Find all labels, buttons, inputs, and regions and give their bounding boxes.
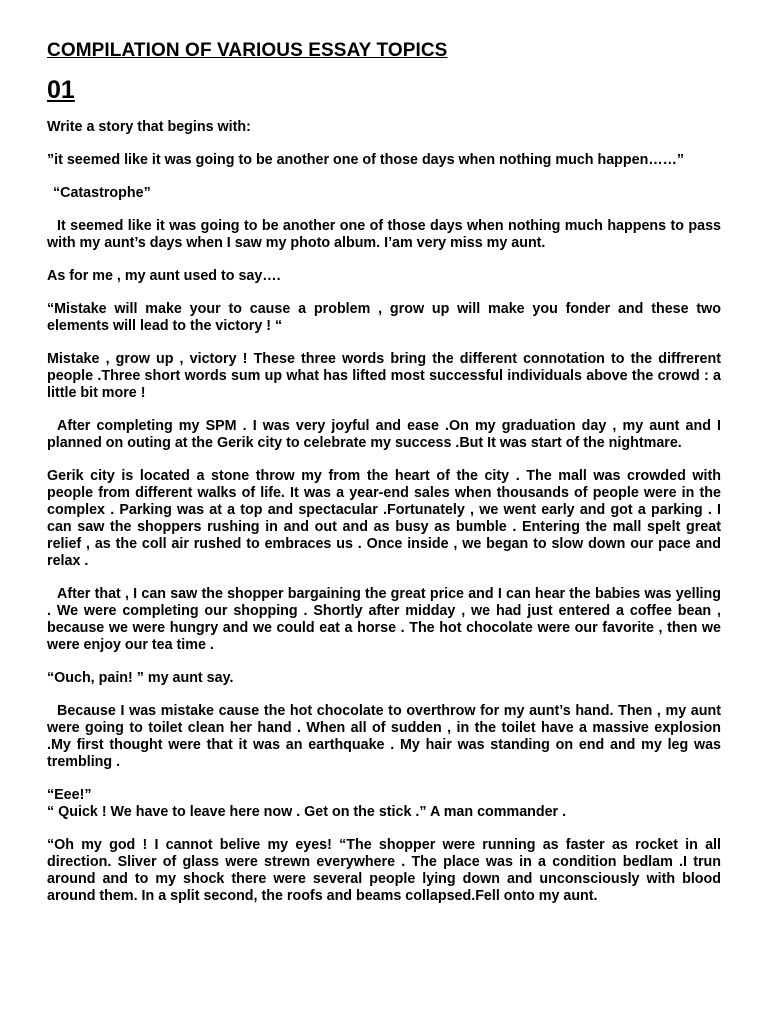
paragraph-oh-my-god: “Oh my god ! I cannot belive my eyes! “The shopper were running as faster as rocket in all direction. Sliver of glass were strewn everywhere . The place was in a condition bedlam .I trun around and to my shock there were several people lying down and unconsciously with blood around them. In a split second, the roofs and beams collapsed.Fell onto my aunt.: [47, 837, 721, 904]
story-title: “Catastrophe”: [53, 185, 151, 201]
paragraph-eee: “Eee!”: [47, 787, 92, 803]
paragraph-three-words: Mistake , grow up , victory ! These three words bring the different connotation to the diffrerent people .Three short words sum up what has lifted most successful individuals above the crowd : a little bit more !: [47, 351, 721, 401]
paragraph-intro: It seemed like it was going to be another one of those days when nothing much happens to pass with my aunt’s days when I saw my photo album. I’am very miss my aunt.: [47, 218, 721, 251]
paragraph-quote: “Mistake will make your to cause a problem , grow up will make you fonder and these two elements will lead to the victory ! “: [47, 301, 721, 334]
document-title: COMPILATION OF VARIOUS ESSAY TOPICS: [47, 40, 448, 61]
paragraph-shopping: After that , I can saw the shopper bargaining the great price and I can hear the babies was yelling . We were completing our shopping . Shortly after midday , we had just entered a coffee bean , because we were hungry and we could eat a horse . The hot chocolate were our favorite , then we were enjoy our tea time .: [47, 586, 721, 653]
paragraph-aunt-saying: As for me , my aunt used to say….: [47, 268, 281, 284]
prompt-instruction: Write a story that begins with:: [47, 119, 251, 135]
paragraph-quick: “ Quick ! We have to leave here now . Get on the stick .” A man commander .: [47, 804, 567, 820]
section-number: 01: [47, 76, 75, 104]
paragraph-explosion: Because I was mistake cause the hot chocolate to overthrow for my aunt’s hand. Then , my aunt were going to toilet clean her hand . When all of sudden , in the toilet have a massive explosion .My first thought were that it was an earthquake . My hair was standing on end and my leg was trembling .: [47, 703, 721, 770]
paragraph-ouch: “Ouch, pain! ” my aunt say.: [47, 670, 234, 686]
prompt-opening-line: ”it seemed like it was going to be another one of those days when nothing much happen……”: [47, 152, 685, 168]
paragraph-gerik-city: Gerik city is located a stone throw my from the heart of the city . The mall was crowded with people from different walks of life. It was a year-end sales when thousands of people were in the complex . Parking was at a top and spectacular .Fortunately , we went early and got a parking . I can saw the shoppers rushing in and out and as busy as bumble . Entering the mall spelt great relief , as the coll air rushed to embraces us . Once inside , we began to slow down our pace and relax .: [47, 468, 721, 569]
paragraph-spm: After completing my SPM . I was very joyful and ease .On my graduation day , my aunt and I planned on outing at the Gerik city to celebrate my success .But It was start of the nightmare.: [47, 418, 721, 451]
